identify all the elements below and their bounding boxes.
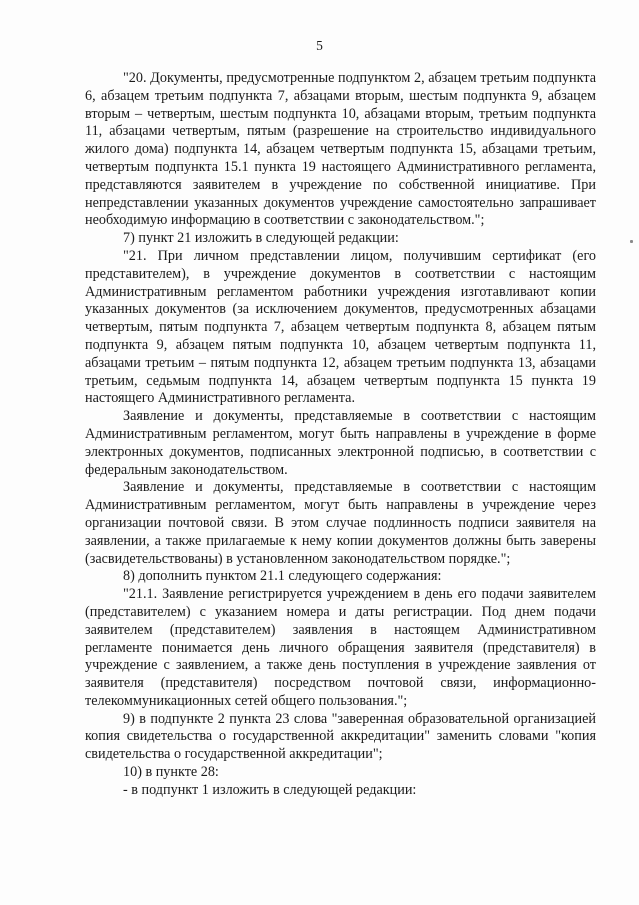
paragraph-amendment-8: 8) дополнить пунктом 21.1 следующего содержания: bbox=[123, 568, 442, 585]
page-number: 5 bbox=[316, 38, 323, 53]
paragraph-item-21-1: "21.1. Заявление регистрируется учреждением в день его подачи заявителем (представителем) с указанием номера и даты регистрации. Под днем подачи заявителем (представителем) заявления в настоящем Административном регламенте понимается день личного обращения заявителя (представителя) в учреждение с заявлением, а также день поступления в учреждение заявления от заявителя (представителя) посредством почтовой связи, информационно-телекоммуникационных сетей общего пользования."; bbox=[85, 586, 596, 709]
paragraph-postal-submission: Заявление и документы, представляемые в соответствии с настоящим Административным регламентом, могут быть направлены в учреждение через организации почтовой связи. В этом случае подлинность подписи заявителя на заявлении, а также прилагаемые к нему копии документов должны быть заверены (засвидетельствованы) в установленном законодательством порядке."; bbox=[85, 479, 596, 567]
paragraph-amendment-7: 7) пункт 21 изложить в следующей редакции: bbox=[123, 230, 399, 247]
paragraph-subitem-1: - в подпункт 1 изложить в следующей редакции: bbox=[123, 781, 417, 798]
paragraph-electronic-submission: Заявление и документы, представляемые в соответствии с настоящим Административным регламентом, могут быть направлены в учреждение в форме электронных документов, подписанных электронной подписью, в соответствии с федеральным законодательством. bbox=[85, 408, 596, 478]
paragraph-item-21: "21. При личном представлении лицом, получившим сертификат (его представителем), в учреждение документов в соответствии с настоящим Административным регламентом работники учреждения изготавливают копии указанных документов (за исключением документов, предусмотренных абзацами четвертым, пятым подпункта 7, абзацем четвертым подпункта 8, абзацем пятым подпункта 9, абзацем пятым подпункта 10, абзацем четвертым подпункта 11, абзацами третьим – пятым подпункта 12, абзацем третьим подпункта 13, абзацами третьим, седьмым подпункта 14, абзацем четвертым подпункта 15 пункта 19 настоящего Административного регламента. bbox=[85, 247, 596, 407]
scan-artifact bbox=[630, 240, 633, 243]
paragraph-amendment-9: 9) в подпункте 2 пункта 23 слова "заверенная образовательной организацией копия свидетельства о государственной аккредитации" заменить словами "копия свидетельства о государственной аккредитации"; bbox=[85, 710, 596, 763]
paragraph-amendment-10: 10) в пункте 28: bbox=[123, 764, 219, 781]
paragraph-item-20: "20. Документы, предусмотренные подпунктом 2, абзацем третьим подпункта 6, абзацем третьим подпункта 7, абзацами вторым, шестым подпункта 9, абзацем вторым – четвертым, шестым подпункта 10, абзацами вторым, третьим подпункта 11, абзацами четвертым, пятым (разрешение на строительство индивидуального жилого дома) подпункта 14, абзацем четвертым подпункта 15, абзацами третьим, четвертым подпункта 15.1 пункта 19 настоящего Административного регламента, представляются заявителем в учреждение по собственной инициативе. При непредставлении указанных документов учреждение самостоятельно запрашивает необходимую информацию в соответствии с законодательством."; bbox=[85, 70, 596, 229]
document-body bbox=[85, 70, 596, 800]
